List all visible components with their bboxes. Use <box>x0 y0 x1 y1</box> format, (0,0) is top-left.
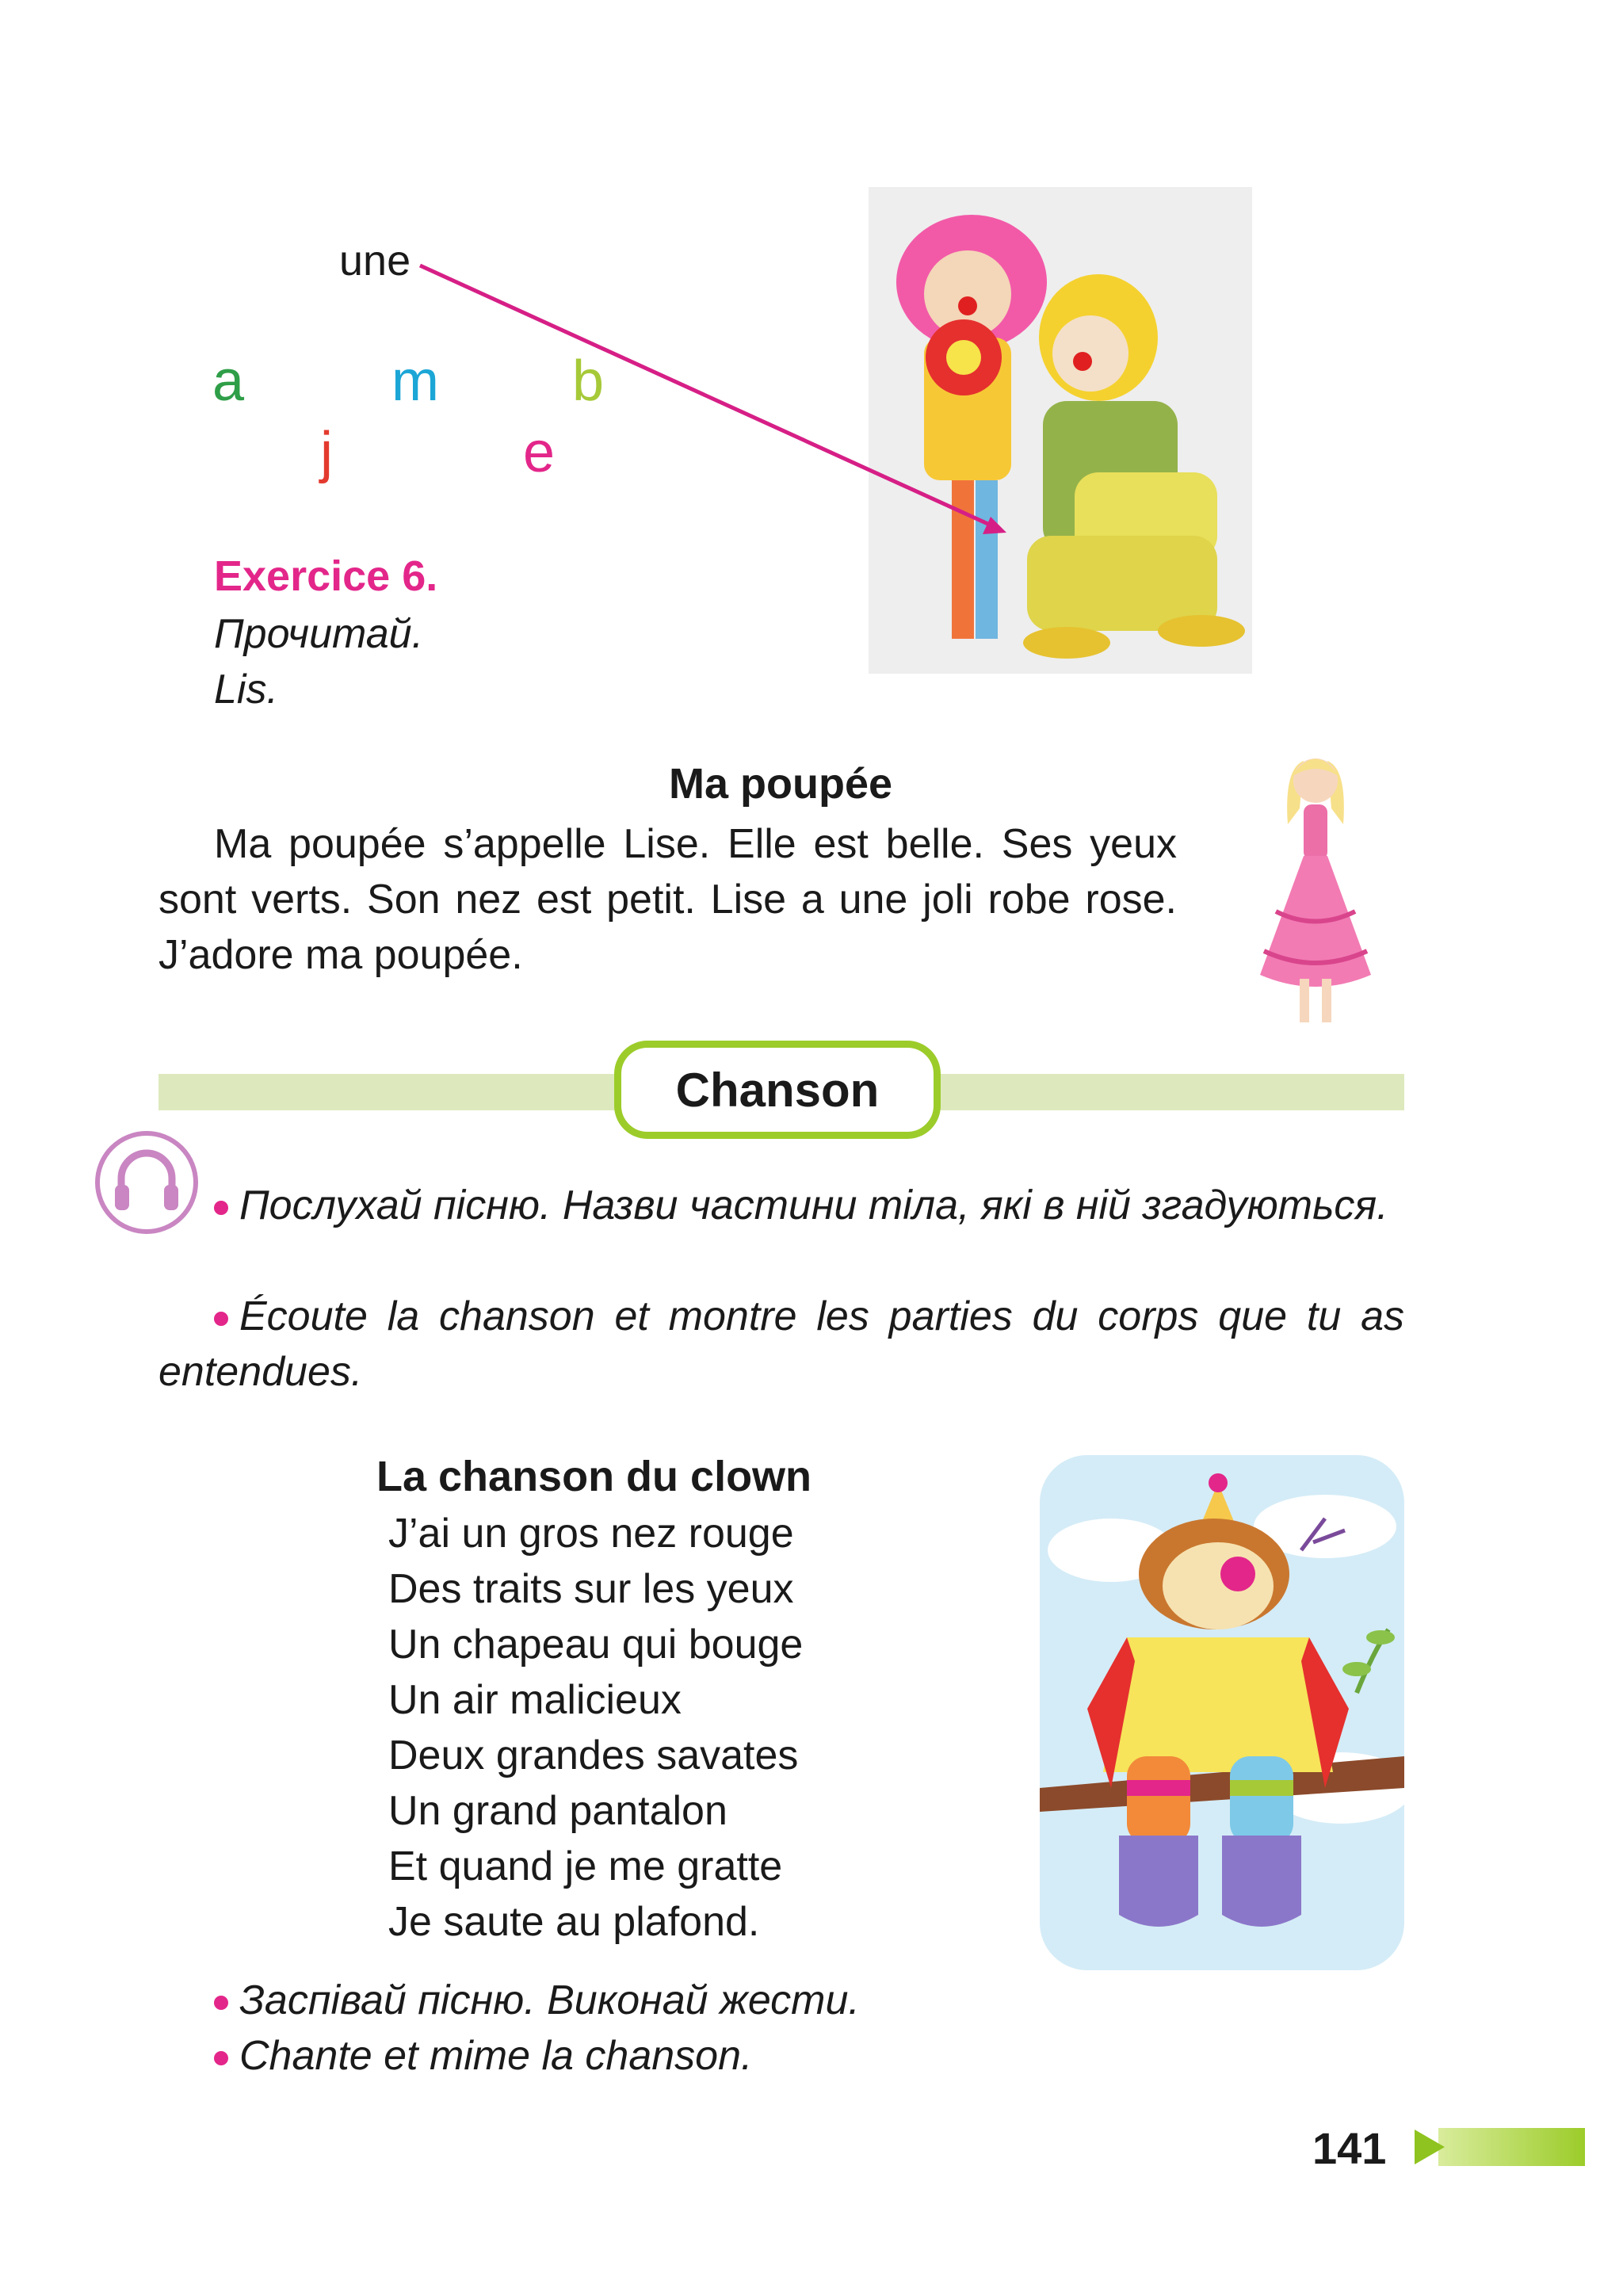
task-listen-uk-text: Послухай пісню. Назви частини тіла, які в ній згадуються. <box>239 1182 1388 1228</box>
letter-a: a <box>212 350 245 413</box>
story-text: Ma poupée s’appelle Lise. Elle est belle. Ses yeux sont verts. Son nez est petit. Lise a une joli robe rose. J’adore ma poupée. <box>158 821 1177 978</box>
letter-j: j <box>320 421 333 484</box>
task-sing-uk-text: Заспівай пісню. Виконай жести. <box>239 1977 860 2023</box>
doll-image <box>1228 737 1403 1030</box>
task-listen-fr <box>158 1289 1404 1400</box>
section-title-text: Chanson <box>675 1063 880 1117</box>
task-sing-uk <box>214 1977 860 2024</box>
exercise-title: Exercice 6. <box>214 552 438 600</box>
story-title: Ma poupée <box>668 760 893 808</box>
word-une: une <box>339 237 411 285</box>
letter-b: b <box>572 350 605 413</box>
song-lines <box>388 1506 803 1950</box>
page-number: 141 <box>1312 2123 1387 2173</box>
song-line: Et quand je me gratte <box>388 1843 783 1889</box>
bullet-dot <box>214 1201 228 1215</box>
instruction-fr: Lis. <box>214 667 278 712</box>
section-title <box>614 1041 941 1139</box>
song-title: La chanson du clown <box>376 1453 812 1500</box>
song-line: Je saute au plafond. <box>388 1899 760 1945</box>
instruction-uk: Прочитай. <box>214 611 424 657</box>
song-line: Deux grandes savates <box>388 1733 799 1778</box>
song-line: Un chapeau qui bouge <box>388 1622 804 1668</box>
song-line: Un grand pantalon <box>388 1788 727 1834</box>
bullet-dot <box>214 2051 228 2065</box>
bullet-dot <box>214 1996 228 2010</box>
task-listen-fr-text: Écoute la chanson et montre les parties du corps que tu as entendues. <box>158 1293 1404 1395</box>
task-sing-fr-text: Chante et mime la chanson. <box>239 2033 753 2079</box>
song-line: Des traits sur les yeux <box>388 1566 794 1612</box>
bullet-dot <box>214 1312 228 1326</box>
song-line: Un air malicieux <box>388 1677 682 1723</box>
task-listen-uk <box>158 1178 1404 1233</box>
letter-m: m <box>391 350 439 413</box>
page-arrow-icon <box>1415 2128 1585 2166</box>
task-sing-fr <box>214 2032 752 2080</box>
song-line: J’ai un gros nez rouge <box>388 1511 794 1557</box>
clown-illustration <box>1040 1455 1404 1970</box>
letter-e: e <box>523 421 556 484</box>
